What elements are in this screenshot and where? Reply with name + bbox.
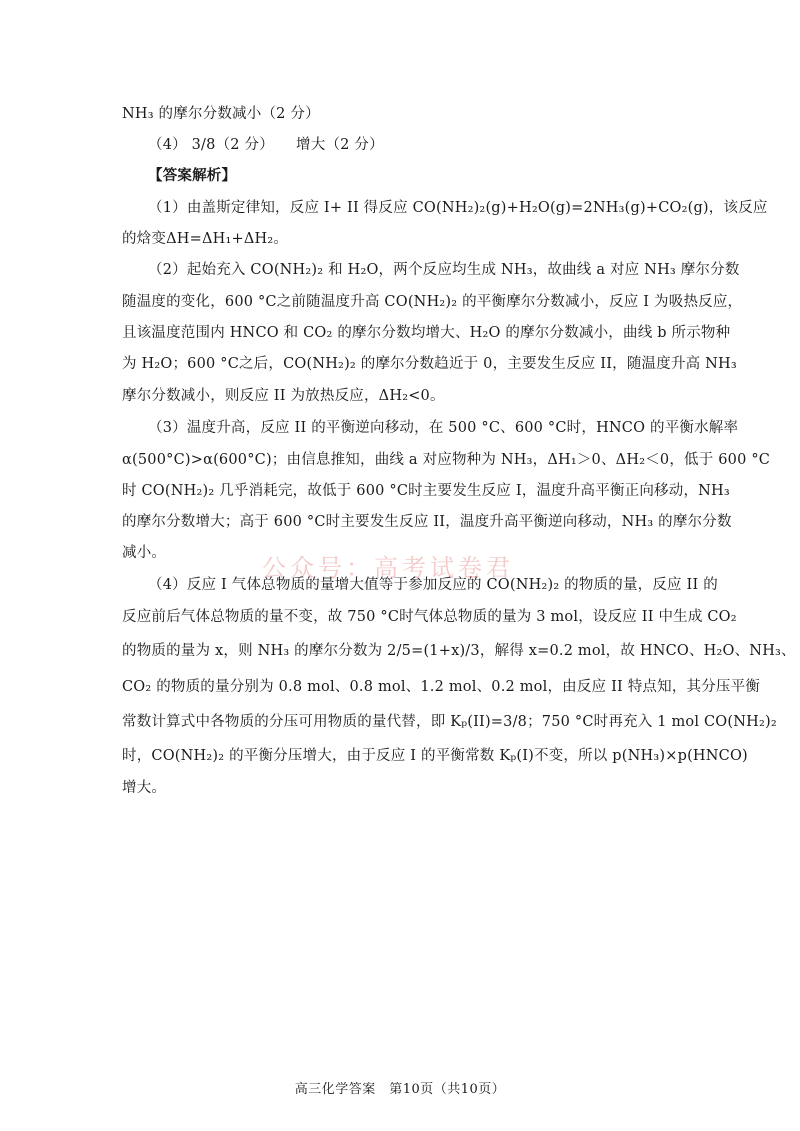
analysis-3-line-1: （3）温度升高，反应 II 的平衡逆向移动，在 500 °C、600 °C时，HNCO 的平衡水解率 — [148, 420, 739, 436]
analysis-4-line-5: 常数计算式中各物质的分压可用物质的量代替，即 Kₚ(II)=3/8；750 °C时再充入 1 mol CO(NH₂)₂ — [122, 714, 777, 730]
watermark-text: 公众号：高考试卷君 — [262, 554, 514, 582]
analysis-1-line-1: （1）由盖斯定律知，反应 I+ II 得反应 CO(NH₂)₂(g)+H₂O(g)=2NH₃(g)+CO₂(g)，该反应 — [148, 200, 768, 216]
analysis-3-line-4: 的摩尔分数增大；高于 600 °C时主要发生反应 II，温度升高平衡逆向移动，NH₃ 的摩尔分数 — [122, 514, 732, 530]
analysis-3-line-3: 时 CO(NH₂)₂ 几乎消耗完，故低于 600 °C时主要发生反应 I，温度升高平衡正向移动，NH₃ — [122, 483, 730, 499]
analysis-2-line-1: （2）起始充入 CO(NH₂)₂ 和 H₂O，两个反应均生成 NH₃，故曲线 a 对应 NH₃ 摩尔分数 — [148, 262, 740, 278]
analysis-3-line-2: α(500°C)>α(600°C)；由信息推知，曲线 a 对应物种为 NH₃，ΔH₁＞0、ΔH₂＜0，低于 600 °C — [122, 452, 771, 468]
analysis-4-line-4: CO₂ 的物质的量分别为 0.8 mol、0.8 mol、1.2 mol、0.2 mol，由反应 II 特点知，其分压平衡 — [122, 679, 761, 695]
answer-line-4: （4） 3/8（2 分） 增大（2 分） — [148, 137, 384, 153]
analysis-4-line-1: （4）反应 I 气体总物质的量增大值等于参加反应的 CO(NH₂)₂ 的物质的量，反应 II 的 — [148, 577, 718, 593]
analysis-2-line-2: 随温度的变化，600 °C之前随温度升高 CO(NH₂)₂ 的平衡摩尔分数减小，反应 I 为吸热反应， — [122, 294, 743, 310]
analysis-1-line-2: 的焓变ΔH=ΔH₁+ΔH₂。 — [122, 231, 289, 247]
page-footer: 高三化学答案 第10页（共10页） — [294, 1082, 506, 1097]
analysis-2-line-5: 摩尔分数减小，则反应 II 为放热反应，ΔH₂<0。 — [122, 388, 445, 404]
analysis-heading: 【答案解析】 — [148, 167, 237, 184]
analysis-4-line-2: 反应前后气体总物质的量不变，故 750 °C时气体总物质的量为 3 mol，设反应 II 中生成 CO₂ — [122, 609, 737, 625]
analysis-4-line-7: 增大。 — [122, 780, 167, 796]
analysis-2-line-3: 且该温度范围内 HNCO 和 CO₂ 的摩尔分数均增大、H₂O 的摩尔分数减小，曲线 b 所示物种 — [122, 325, 731, 341]
answer-line-3-end: NH₃ 的摩尔分数减小（2 分） — [122, 106, 320, 122]
analysis-4-line-3: 的物质的量为 x，则 NH₃ 的摩尔分数为 2/5=(1+x)/3，解得 x=0.2 mol，故 HNCO、H₂O、NH₃、 — [122, 643, 796, 659]
analysis-3-line-5: 减小。 — [122, 545, 167, 561]
analysis-2-line-4: 为 H₂O；600 °C之后，CO(NH₂)₂ 的摩尔分数趋近于 0，主要发生反应 II，随温度升高 NH₃ — [122, 356, 737, 372]
analysis-4-line-6: 时，CO(NH₂)₂ 的平衡分压增大，由于反应 I 的平衡常数 Kₚ(I)不变，所以 p(NH₃)×p(HNCO) — [122, 748, 748, 764]
